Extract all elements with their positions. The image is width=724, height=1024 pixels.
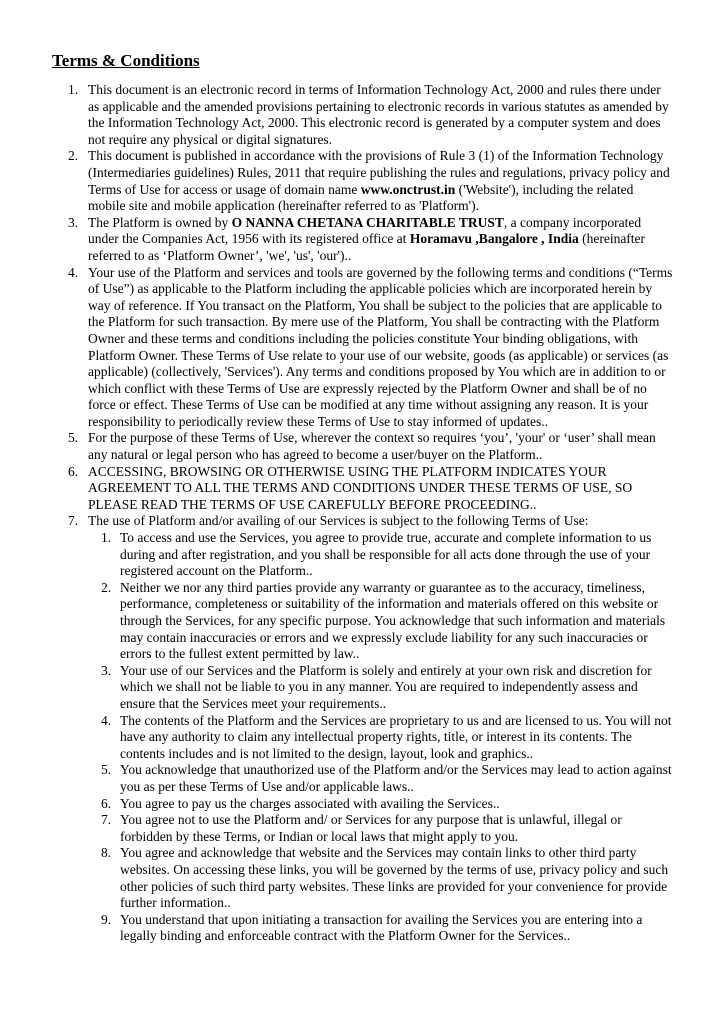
item-number: 2. <box>68 148 79 164</box>
sub-item-number: 2. <box>101 579 112 595</box>
list-item <box>68 513 673 944</box>
sub-item-text: You agree to pay us the charges associated with availing the Services.. <box>120 795 500 811</box>
terms-list <box>68 82 673 945</box>
domain-link[interactable]: www.onctrust.in <box>360 181 456 197</box>
item-text-part: , a company incorporated under the Companies Act, 1956 with its registered office at <box>88 214 642 247</box>
sub-terms-list <box>88 530 673 945</box>
sub-list-item <box>88 762 673 795</box>
item-text-part: The Platform is owned by <box>88 214 232 230</box>
sub-item-number: 8. <box>101 845 112 861</box>
item-text-part: ('Website'), including the related mobile site and mobile application (hereinafter referred to as 'Platform'). <box>88 181 634 214</box>
item-text <box>88 215 673 265</box>
list-item <box>68 214 673 265</box>
sub-item-text: You agree and acknowledge that website and the Services may contain links to other third party websites. On accessing these links, you will be governed by the terms of use, privacy policy and such other policies of such third party websites. These links are provided for your convenience for provide further information.. <box>120 845 669 911</box>
item-number: 4. <box>68 264 79 280</box>
item-text-part: (hereinafter referred to as ‘Platform Owner’, 'we', 'us', 'our').. <box>88 231 646 263</box>
list-item <box>68 430 673 463</box>
item-text-part: This document is published in accordance with the provisions of Rule 3 (1) of the Information Technology (Intermediaries guidelines) Rules, 2011 that require publishing the rules and regulations, privacy policy and Terms of Use for access or usage of domain name <box>88 148 670 197</box>
item-number: 6. <box>68 463 79 479</box>
owner-name: O NANNA CHETANA CHARITABLE TRUST <box>231 214 504 230</box>
sub-item-number: 6. <box>101 795 112 811</box>
sub-item-number: 4. <box>101 712 112 728</box>
sub-item-number: 9. <box>101 911 112 927</box>
sub-list-item <box>88 530 673 580</box>
item-text: This document is an electronic record in terms of Information Technology Act, 2000 and rules there under as applicable and the amended provisions pertaining to electronic records in various statutes as amended by the Information Technology Act, 2000. This electronic record is generated by a computer system and does not require any physical or digital signatures. <box>88 82 669 147</box>
sub-list-item <box>88 812 673 845</box>
sub-item-text: Neither we nor any third parties provide any warranty or guarantee as to the accuracy, timeliness, performance, completeness or suitability of the information and materials offered on this website or through the Services, for any specific purpose. You acknowledge that such information and materials may contain inaccuracies or errors and we expressly exclude liability for any such inaccuracies or errors to the fullest extent permitted by law.. <box>120 579 666 662</box>
sub-item-number: 3. <box>101 662 112 678</box>
item-text: Your use of the Platform and services and tools are governed by the following terms and conditions (“Terms of Use”) as applicable to the Platform including the applicable policies which are incorporated herein by way of reference. If You transact on the Platform, You shall be subject to the policies that are applicable to the Platform for such transaction. By mere use of the Platform, You shall be contracting with the Platform Owner and these terms and conditions including the policies constitute Your binding obligations, with Platform Owner. These Terms of Use relate to your use of our website, goods (as applicable) or services (as applicable) (collectively, 'Services'). Any terms and conditions proposed by You which are in addition to or which conflict with these Terms of Use are expressly rejected by the Platform Owner and shall be of no force or effect. These Terms of Use can be modified at any time without assigning any reason. It is your responsibility to periodically review these Terms of Use to stay informed of updates.. <box>88 264 673 429</box>
list-item <box>68 148 673 214</box>
item-text: ACCESSING, BROWSING OR OTHERWISE USING THE PLATFORM INDICATES YOUR AGREEMENT TO ALL THE TERMS AND CONDITIONS UNDER THESE TERMS OF USE, SO PLEASE READ THE TERMS OF USE CAREFULLY BEFORE PROCEEDING.. <box>88 463 633 512</box>
item-number: 3. <box>68 214 79 230</box>
list-item <box>68 264 673 431</box>
sub-list-item <box>88 663 673 713</box>
item-number: 1. <box>68 82 79 97</box>
sub-item-text: The contents of the Platform and the Services are proprietary to us and are licensed to us. You will not have any authority to claim any intellectual property rights, title, or interest in its contents. The contents includes and is not limited to the design, layout, look and graphics.. <box>120 712 672 761</box>
sub-item-text: Your use of our Services and the Platform is solely and entirely at your own risk and discretion for which we shall not be liable to you in any manner. You are required to independently assess and ensure that the Services meet your requirements.. <box>120 662 652 711</box>
item-number: 5. <box>68 430 79 446</box>
list-item <box>68 82 673 148</box>
sub-item-text: You acknowledge that unauthorized use of the Platform and/or the Services may lead to action against you as per these Terms of Use and/or applicable laws.. <box>120 762 672 794</box>
sub-list-item <box>88 845 673 911</box>
sub-item-number: 7. <box>101 812 112 828</box>
office-location: Horamavu ,Bangalore , India <box>409 231 579 247</box>
sub-list-item <box>88 796 673 813</box>
sub-item-text: You understand that upon initiating a transaction for availing the Services you are entering into a legally binding and enforceable contract with the Platform Owner for the Services.. <box>120 911 643 944</box>
item-text: For the purpose of these Terms of Use, wherever the context so requires ‘you’, 'your' or ‘user’ shall mean any natural or legal person who has agreed to become a user/buyer on the Platform.. <box>88 430 656 463</box>
item-number: 7. <box>68 513 79 529</box>
list-item <box>68 463 673 514</box>
item-text: The use of Platform and/or availing of our Services is subject to the following Terms of Use: <box>88 513 589 529</box>
sub-item-number: 5. <box>101 762 112 778</box>
sub-list-item <box>88 912 673 945</box>
sub-item-number: 1. <box>101 530 112 546</box>
item-text <box>88 148 673 214</box>
sub-item-text: You agree not to use the Platform and/ or Services for any purpose that is unlawful, illegal or forbidden by these Terms, or Indian or local laws that might apply to you. <box>120 812 622 844</box>
sub-item-text: To access and use the Services, you agree to provide true, accurate and complete information to us during and after registration, and you shall be responsible for all acts done through the use of your registered account on the Platform.. <box>120 530 652 579</box>
sub-list-item <box>88 580 673 663</box>
page-title: Terms & Conditions <box>52 51 200 70</box>
sub-list-item <box>88 713 673 763</box>
